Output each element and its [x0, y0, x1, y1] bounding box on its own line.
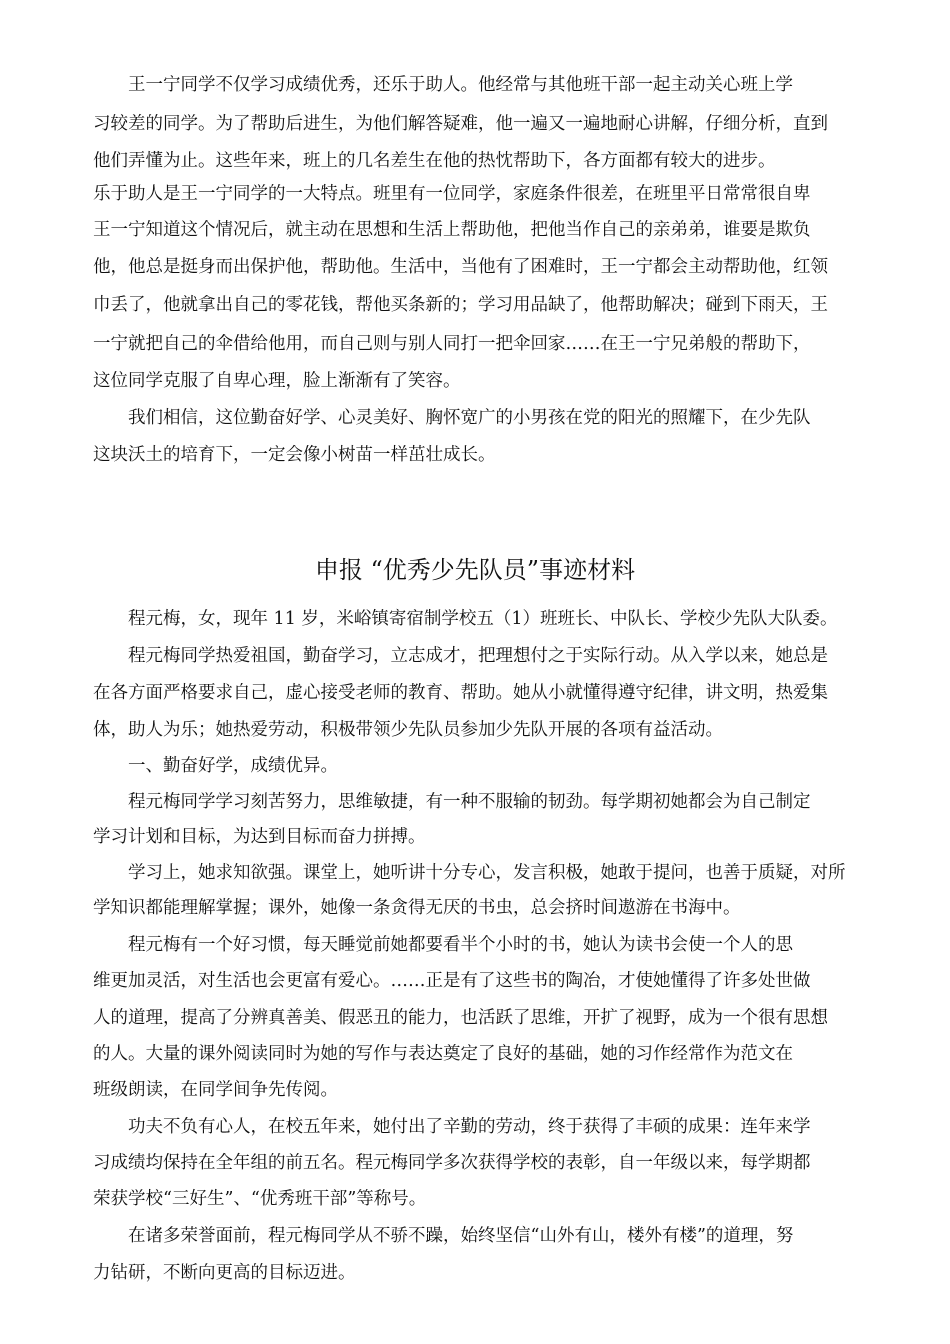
document-title: 申报 “优秀少先队员”事迹材料 [314, 556, 636, 584]
paragraph-line: 力钻研，不断向更高的目标迈进。 [93, 1263, 356, 1283]
paragraph-line: 乐于助人是王一宁同学的一大特点。班里有一位同学，家庭条件很差，在班里平日常常很自卑 [93, 184, 811, 204]
paragraph-line: 他们弄懂为止。这些年来，班上的几名差生在他的热忱帮助下，各方面都有较大的进步。 [93, 151, 776, 171]
paragraph-line: 一宁就把自己的伞借给他用，而自己则与别人同打一把伞回家……在王一宁兄弟般的帮助下， [93, 334, 811, 354]
paragraph-line: 体，助人为乐；她热爱劳动，积极带领少先队员参加少先队开展的各项有益活动。 [93, 720, 723, 740]
paragraph-line: 荣获学校“三好生”、“优秀班干部”等称号。 [93, 1189, 427, 1209]
paragraph-line: 他，他总是挺身而出保护他，帮助他。生活中，当他有了困难时，王一宁都会主动帮助他，红领 [93, 257, 828, 277]
paragraph-line: 学习上，她求知欲强。课堂上，她听讲十分专心，发言积极，她敢于提问，也善于质疑，对所 [93, 863, 846, 883]
paragraph-line: 的人。大量的课外阅读同时为她的写作与表达奠定了良好的基础，她的习作经常作为范文在 [93, 1044, 793, 1064]
paragraph-line: 王一宁同学不仅学习成绩优秀，还乐于助人。他经常与其他班干部一起主动关心班上学 [93, 75, 793, 95]
paragraph-line: 习成绩均保持在全年组的前五名。程元梅同学多次获得学校的表彰，自一年级以来，每学期都 [93, 1153, 811, 1173]
paragraph-line: 一、勤奋好学，成绩优异。 [93, 756, 338, 776]
paragraph-line: 程元梅有一个好习惯，每天睡觉前她都要看半个小时的书，她认为读书会使一个人的思 [93, 935, 793, 955]
paragraph-line: 巾丢了，他就拿出自己的零花钱，帮他买条新的；学习用品缺了，他帮助解决；碰到下雨天，王 [93, 295, 828, 315]
paragraph-line: 在各方面严格要求自己，虚心接受老师的教育、帮助。她从小就懂得遵守纪律，讲文明，热爱集 [93, 683, 828, 703]
paragraph-line: 学习计划和目标，为达到目标而奋力拼搏。 [93, 827, 426, 847]
paragraph-line: 程元梅，女，现年 11 岁，米峪镇寄宿制学校五（1）班班长、中队长、学校少先队大队委。 [93, 609, 838, 629]
paragraph-line: 维更加灵活，对生活也会更富有爱心。……正是有了这些书的陶冶，才使她懂得了许多处世做 [93, 971, 811, 991]
paragraph-line: 班级朗读，在同学间争先传阅。 [93, 1080, 338, 1100]
paragraph-line: 学知识都能理解掌握；课外，她像一条贪得无厌的书虫，总会挤时间遨游在书海中。 [93, 898, 741, 918]
paragraph-line: 在诸多荣誉面前，程元梅同学从不骄不躁，始终坚信“山外有山，楼外有楼”的道理，努 [93, 1226, 794, 1246]
paragraph-line: 程元梅同学学习刻苦努力，思维敏捷，有一种不服输的韧劲。每学期初她都会为自己制定 [93, 792, 811, 812]
paragraph-line: 功夫不负有心人，在校五年来，她付出了辛勤的劳动，终于获得了丰硕的成果：连年来学 [93, 1117, 811, 1137]
paragraph-line: 人的道理，提高了分辨真善美、假恶丑的能力，也活跃了思维，开扩了视野，成为一个很有思想 [93, 1008, 828, 1028]
paragraph-line: 这块沃土的培育下，一定会像小树苗一样茁壮成长。 [93, 445, 496, 465]
paragraph-line: 习较差的同学。为了帮助后进生，为他们解答疑难，他一遍又一遍地耐心讲解，仔细分析，直到 [93, 114, 828, 134]
paragraph-line: 我们相信，这位勤奋好学、心灵美好、胸怀宽广的小男孩在党的阳光的照耀下，在少先队 [93, 408, 811, 428]
paragraph-line: 王一宁知道这个情况后，就主动在思想和生活上帮助他，把他当作自己的亲弟弟，谁要是欺负 [93, 220, 811, 240]
paragraph-line: 这位同学克服了自卑心理，脸上渐渐有了笑容。 [93, 371, 461, 391]
paragraph-line: 程元梅同学热爱祖国，勤奋学习，立志成才，把理想付之于实际行动。从入学以来，她总是 [93, 646, 828, 666]
